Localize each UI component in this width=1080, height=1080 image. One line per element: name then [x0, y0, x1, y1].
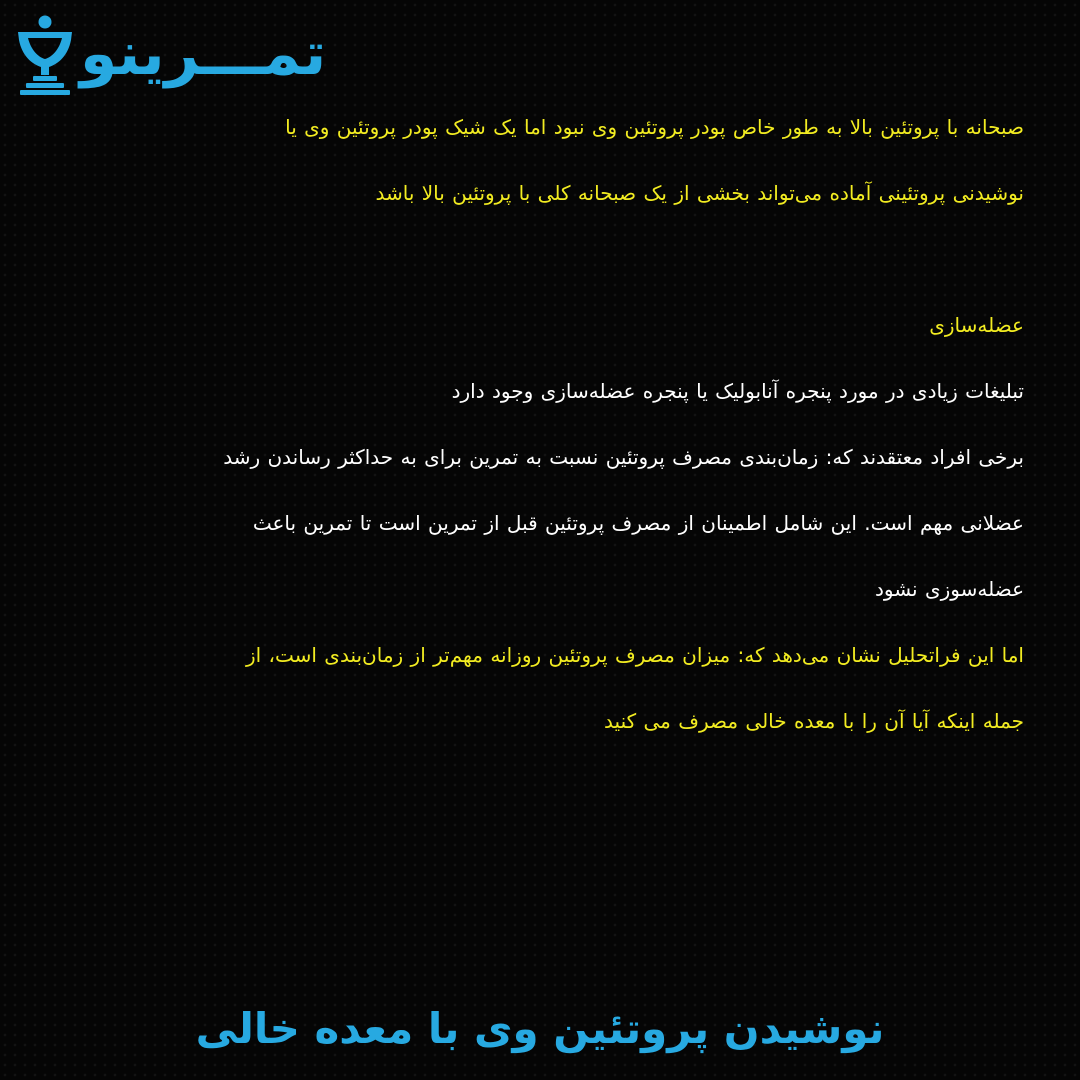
section-heading: عضله‌سازی — [929, 313, 1024, 337]
logo-wordmark: تمـــرینو — [80, 19, 327, 89]
belief-line-1: برخی افراد معتقدند که: زمان‌بندی مصرف پروتئین نسبت به تمرین برای به حداکثر رساندن رشد — [223, 445, 1024, 469]
belief-line-3: عضله‌سوزی نشود — [874, 577, 1024, 601]
anabolic-window-line: تبلیغات زیادی در مورد پنجره آنابولیک یا پنجره عضله‌سازی وجود دارد — [451, 379, 1024, 403]
trophy-cup-icon — [14, 12, 76, 96]
belief-line-2: عضلانی مهم است. این شامل اطمینان از مصرف پروتئین قبل از تمرین است تا تمرین باعث — [252, 511, 1024, 535]
paragraph-spacer — [40, 226, 1024, 292]
footer-title: نوشیدن پروتئین وی با معده خالی — [195, 1003, 885, 1053]
meta-analysis-line-2: جمله اینکه آیا آن را با معده خالی مصرف می کنید — [604, 709, 1024, 733]
intro-line-1: صبحانه با پروتئین بالا به طور خاص پودر پروتئین وی نبود اما یک شیک پودر پروتئین وی یا — [285, 115, 1024, 139]
brand-logo — [14, 12, 326, 96]
intro-line-2: نوشیدنی پروتئینی آماده می‌تواند بخشی از یک صبحانه کلی با پروتئین بالا باشد — [375, 181, 1024, 205]
meta-analysis-line-1: اما این فراتحلیل نشان می‌دهد که: میزان مصرف پروتئین روزانه مهم‌تر از زمان‌بندی است، از — [245, 643, 1024, 667]
article-body — [40, 94, 1024, 754]
